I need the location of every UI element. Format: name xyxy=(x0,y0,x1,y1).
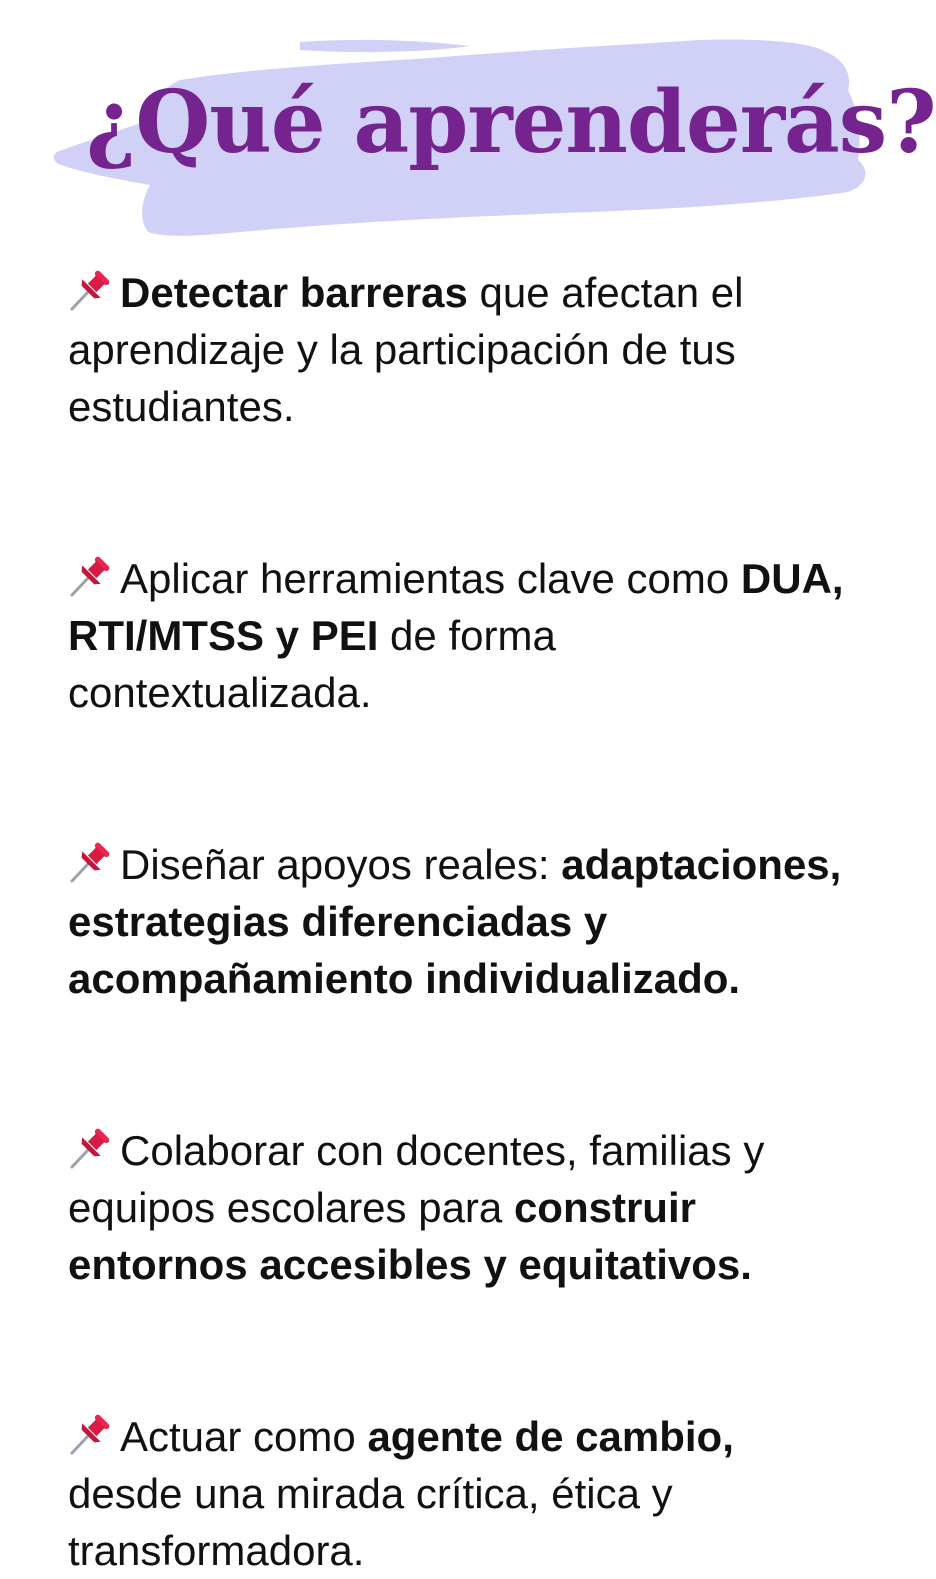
item-5-rest-text: desde una mirada crítica, ética y transformadora. xyxy=(68,1470,673,1574)
page-title: ¿Qué aprenderás? xyxy=(86,72,936,173)
pushpin-icon xyxy=(68,1128,112,1170)
item-2-bold-text: DUA, RTI/MTSS y PEI xyxy=(68,555,844,659)
pushpin-icon xyxy=(68,842,112,884)
list-item xyxy=(68,1122,858,1293)
learning-list xyxy=(68,264,858,1579)
list-item xyxy=(68,836,858,1007)
item-3-bold-text: adaptaciones, estrategias diferenciadas y acompañamiento individualizado. xyxy=(68,841,842,1002)
pushpin-icon xyxy=(68,556,112,598)
list-item xyxy=(68,264,858,435)
item-1-bold-text: Detectar barreras xyxy=(120,269,468,316)
item-2-text: Aplicar herramientas clave como xyxy=(120,555,741,602)
item-2-rest-text: de forma contextualizada. xyxy=(68,612,556,716)
list-item xyxy=(68,1408,858,1579)
pushpin-icon xyxy=(68,1414,112,1456)
title-header xyxy=(0,0,936,250)
item-4-bold-text: construir entornos accesibles y equitativos. xyxy=(68,1184,752,1288)
item-5-text: Actuar como xyxy=(120,1413,368,1460)
pushpin-icon xyxy=(68,270,112,312)
item-1-rest-text: que afectan el aprendizaje y la participación de tus estudiantes. xyxy=(68,269,744,430)
item-4-text: Colaborar con docentes, familias y equipos escolares para xyxy=(68,1127,765,1231)
item-5-bold-text: agente de cambio, xyxy=(367,1413,734,1460)
list-item xyxy=(68,550,858,721)
item-3-text: Diseñar apoyos reales: xyxy=(120,841,562,888)
